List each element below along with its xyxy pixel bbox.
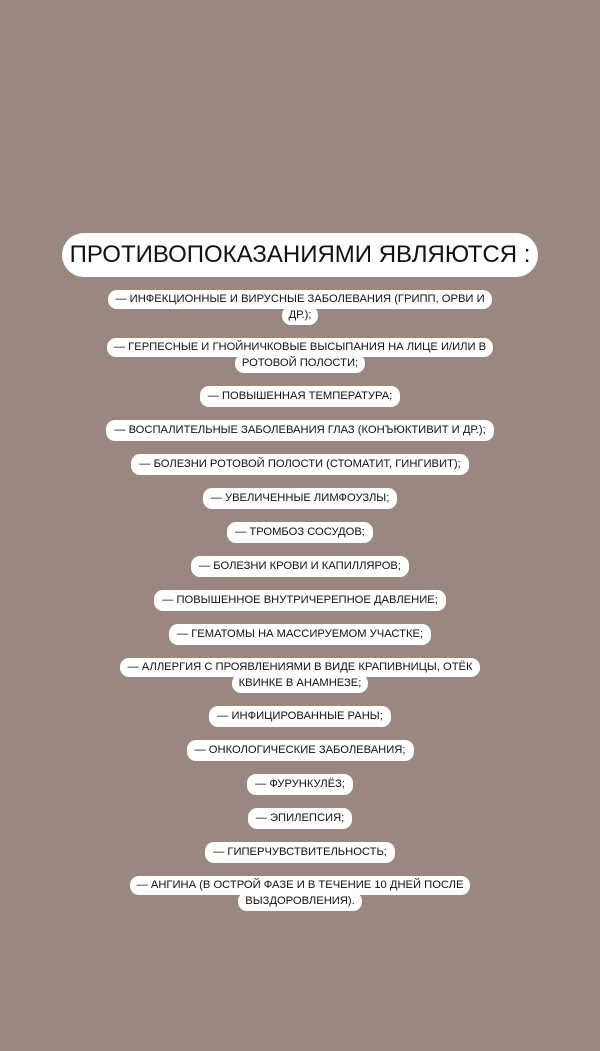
list-item xyxy=(154,590,446,611)
list-item xyxy=(248,808,353,829)
list-item-line: — ЭПИЛЕПСИЯ; xyxy=(248,808,353,829)
list-item xyxy=(131,454,468,475)
list-item-line: — ИНФИЦИРОВАННЫЕ РАНЫ; xyxy=(209,706,391,727)
list-item-line: ДР.); xyxy=(282,306,319,325)
list-item xyxy=(247,774,353,795)
list-item xyxy=(120,658,479,693)
list-item xyxy=(203,488,398,509)
list-item xyxy=(107,338,493,373)
list-item-line: — БОЛЕЗНИ РОТОВОЙ ПОЛОСТИ (СТОМАТИТ, ГИНГИВИТ); xyxy=(131,454,468,475)
list-item xyxy=(191,556,409,577)
list-item-line: — УВЕЛИЧЕННЫЕ ЛИМФОУЗЛЫ; xyxy=(203,488,398,509)
list-item xyxy=(130,876,471,911)
list-item xyxy=(227,522,373,543)
list-item-line: ВЫЗДОРОВЛЕНИЯ). xyxy=(238,892,362,911)
list-item xyxy=(108,290,491,325)
list-item xyxy=(187,740,414,761)
list-item-line: РОТОВОЙ ПОЛОСТИ; xyxy=(235,354,365,373)
list-item-line: — ВОСПАЛИТЕЛЬНЫЕ ЗАБОЛЕВАНИЯ ГЛАЗ (КОНЪЮКТИВИТ И ДР.); xyxy=(106,420,493,441)
list-item-line: — БОЛЕЗНИ КРОВИ И КАПИЛЛЯРОВ; xyxy=(191,556,409,577)
list-item-line: — ТРОМБОЗ СОСУДОВ; xyxy=(227,522,373,543)
list-item-line: КВИНКЕ В АНАМНЕЗЕ; xyxy=(232,674,369,693)
list-item xyxy=(209,706,391,727)
list-item-line: — ГЕРПЕСНЫЕ И ГНОЙНИЧКОВЫЕ ВЫСЫПАНИЯ НА ЛИЦЕ И/ИЛИ В xyxy=(107,338,493,357)
list-item-line: — ПОВЫШЕННОЕ ВНУТРИЧЕРЕПНОЕ ДАВЛЕНИЕ; xyxy=(154,590,446,611)
list-item-line: — ОНКОЛОГИЧЕСКИЕ ЗАБОЛЕВАНИЯ; xyxy=(187,740,414,761)
list-item xyxy=(205,842,395,863)
list-item xyxy=(200,386,401,407)
list-item-line: — ПОВЫШЕННАЯ ТЕМПЕРАТУРА; xyxy=(200,386,401,407)
list-item xyxy=(169,624,431,645)
list-item-line: — ФУРУНКУЛЁЗ; xyxy=(247,774,353,795)
list-item-line: — АНГИНА (В ОСТРОЙ ФАЗЕ И В ТЕЧЕНИЕ 10 ДНЕЙ ПОСЛЕ xyxy=(130,876,471,895)
list-item-line: — ГЕМАТОМЫ НА МАССИРУЕМОМ УЧАСТКЕ; xyxy=(169,624,431,645)
list-item-line: — АЛЛЕРГИЯ С ПРОЯВЛЕНИЯМИ В ВИДЕ КРАПИВНИЦЫ, ОТЁК xyxy=(120,658,479,677)
list-item xyxy=(106,420,493,441)
contraindications-list xyxy=(0,290,600,924)
page-title: ПРОТИВОПОКАЗАНИЯМИ ЯВЛЯЮТСЯ : xyxy=(62,233,538,277)
list-item-line: — ИНФЕКЦИОННЫЕ И ВИРУСНЫЕ ЗАБОЛЕВАНИЯ (ГРИПП, ОРВИ И xyxy=(108,290,491,309)
list-item-line: — ГИПЕРЧУВСТВИТЕЛЬНОСТЬ; xyxy=(205,842,395,863)
